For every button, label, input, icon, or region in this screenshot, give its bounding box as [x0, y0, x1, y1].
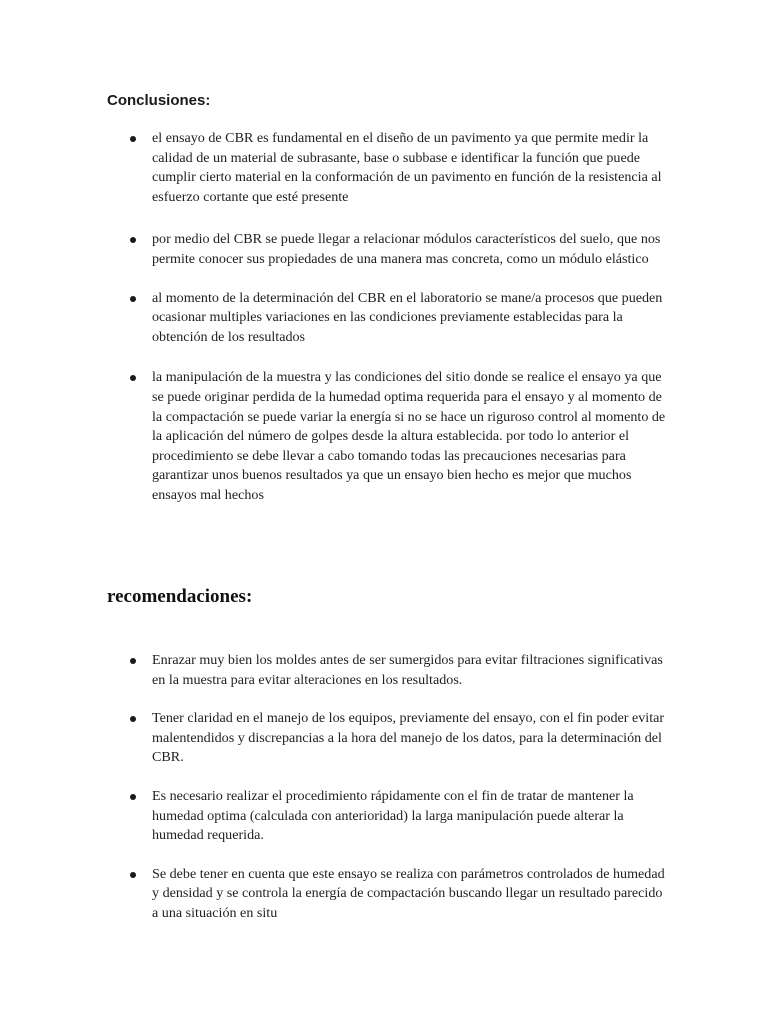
bullet-icon [130, 658, 136, 664]
list-item-text: Tener claridad en el manejo de los equipos, previamente del ensayo, con el fin poder evitar malentendidos y discrepancias a la hora del manejo de los datos, para la determinación del CBR. [152, 710, 665, 766]
conclusiones-heading: Conclusiones: [107, 92, 211, 109]
conclusiones-list [130, 129, 670, 506]
bullet-icon [130, 794, 136, 800]
list-item-text: por medio del CBR se puede llegar a relacionar módulos característicos del suelo, que nos permite conocer sus propiedades de una manera mas concreta, como un módulo elástico [152, 231, 661, 267]
list-item [130, 709, 670, 768]
recomendaciones-list [130, 651, 670, 943]
list-item [130, 368, 670, 505]
recomendaciones-heading: recomendaciones: [107, 586, 253, 607]
bullet-icon [130, 872, 136, 878]
bullet-icon [130, 296, 136, 302]
bullet-icon [130, 136, 136, 142]
list-item-text: Enrazar muy bien los moldes antes de ser sumergidos para evitar filtraciones significativas en la muestra para evitar alteraciones en los resultados. [152, 652, 663, 688]
list-item-text: Se debe tener en cuenta que este ensayo se realiza con parámetros controlados de humedad y densidad y se controla la energía de compactación buscando llegar un resultado parecido a una situación en situ [152, 865, 665, 921]
list-item-text: al momento de la determinación del CBR en el laboratorio se mane/a procesos que pueden ocasionar multiples variaciones en las condiciones previamente establecidas para la obtención de los resultados [152, 289, 663, 345]
list-item [130, 651, 670, 690]
bullet-icon [130, 375, 136, 381]
bullet-icon [130, 237, 136, 243]
list-item [130, 289, 670, 348]
list-item [130, 230, 670, 269]
list-item-text: Es necesario realizar el procedimiento rápidamente con el fin de tratar de mantener la humedad optima (calculada con anterioridad) la larga manipulación puede alterar la humedad requerida. [152, 787, 634, 844]
list-item-text: la manipulación de la muestra y las condiciones del sitio donde se realice el ensayo ya que se puede originar perdida de la humedad optima requerida para el ensayo y al momento de la compactación se puede variar la energía si no se hace un riguroso control al momento de la aplicación del número de golpes desde la altura establecida. por todo lo anterior el procedimiento se debe llevar a cabo tomando todas las precauciones necesarias para garantizar unos buenos resultados ya que un ensayo bien hecho es mejor que muchos ensayos mal hechos [152, 369, 666, 503]
list-item [130, 129, 670, 207]
bullet-icon [130, 716, 136, 722]
list-item [130, 787, 670, 846]
list-item-text: el ensayo de CBR es fundamental en el diseño de un pavimento ya que permite medir la calidad de un material de subrasante, base o subbase e identificar la función que puede cumplir cierto material en la conformación de un pavimento en función de la resistencia al esfuerzo cortante que esté presente [152, 130, 662, 205]
list-item [130, 865, 670, 924]
